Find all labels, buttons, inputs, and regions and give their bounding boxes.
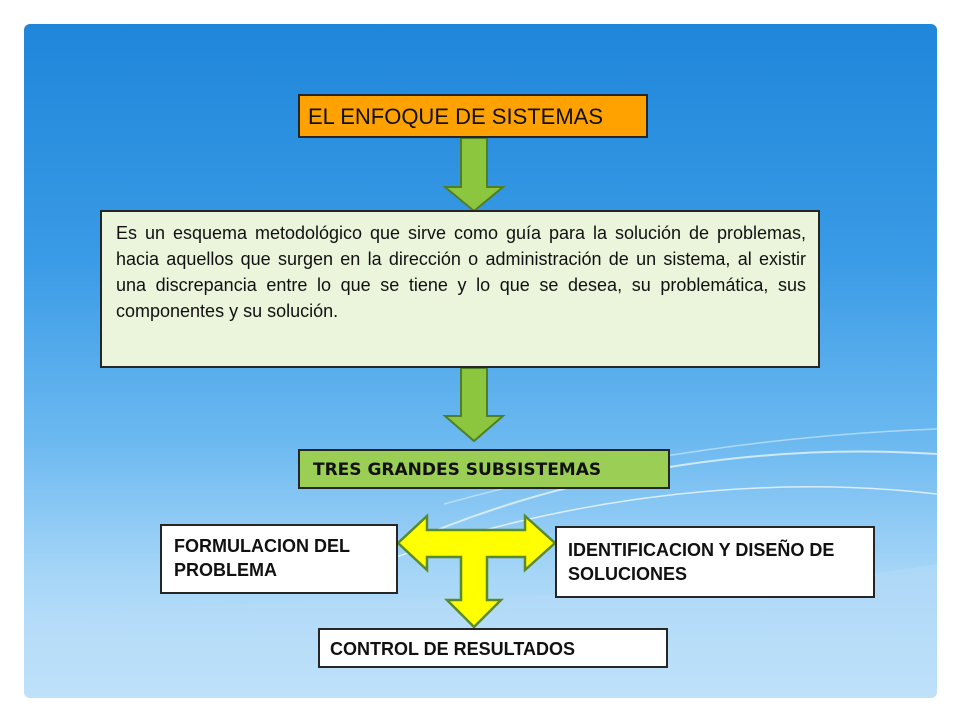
subsystems-text: TRES GRANDES SUBSISTEMAS — [313, 460, 602, 480]
formulation-text: FORMULACION DEL PROBLEMA — [174, 536, 350, 580]
identification-box — [555, 526, 875, 598]
control-text: CONTROL DE RESULTADOS — [330, 639, 576, 659]
down-arrow-1 — [445, 138, 503, 211]
control-box — [318, 628, 668, 668]
description-box — [100, 210, 820, 368]
formulation-box — [160, 524, 398, 594]
title-text: EL ENFOQUE DE SISTEMAS — [308, 104, 604, 129]
t-arrow — [398, 516, 555, 627]
title-box — [298, 94, 648, 138]
description-text: Es un esquema metodológico que sirve como guía para la solución de problemas, hacia aquellos que surgen en la dirección o administración de un sistema, al existir una discrepancia entre lo que se tiene y lo que se desea, su problemática, sus componentes y su solución. — [116, 223, 806, 321]
subsystems-box — [298, 449, 670, 489]
identification-text: IDENTIFICACION Y DISEÑO DE SOLUCIONES — [568, 540, 835, 584]
down-arrow-2 — [445, 368, 503, 441]
